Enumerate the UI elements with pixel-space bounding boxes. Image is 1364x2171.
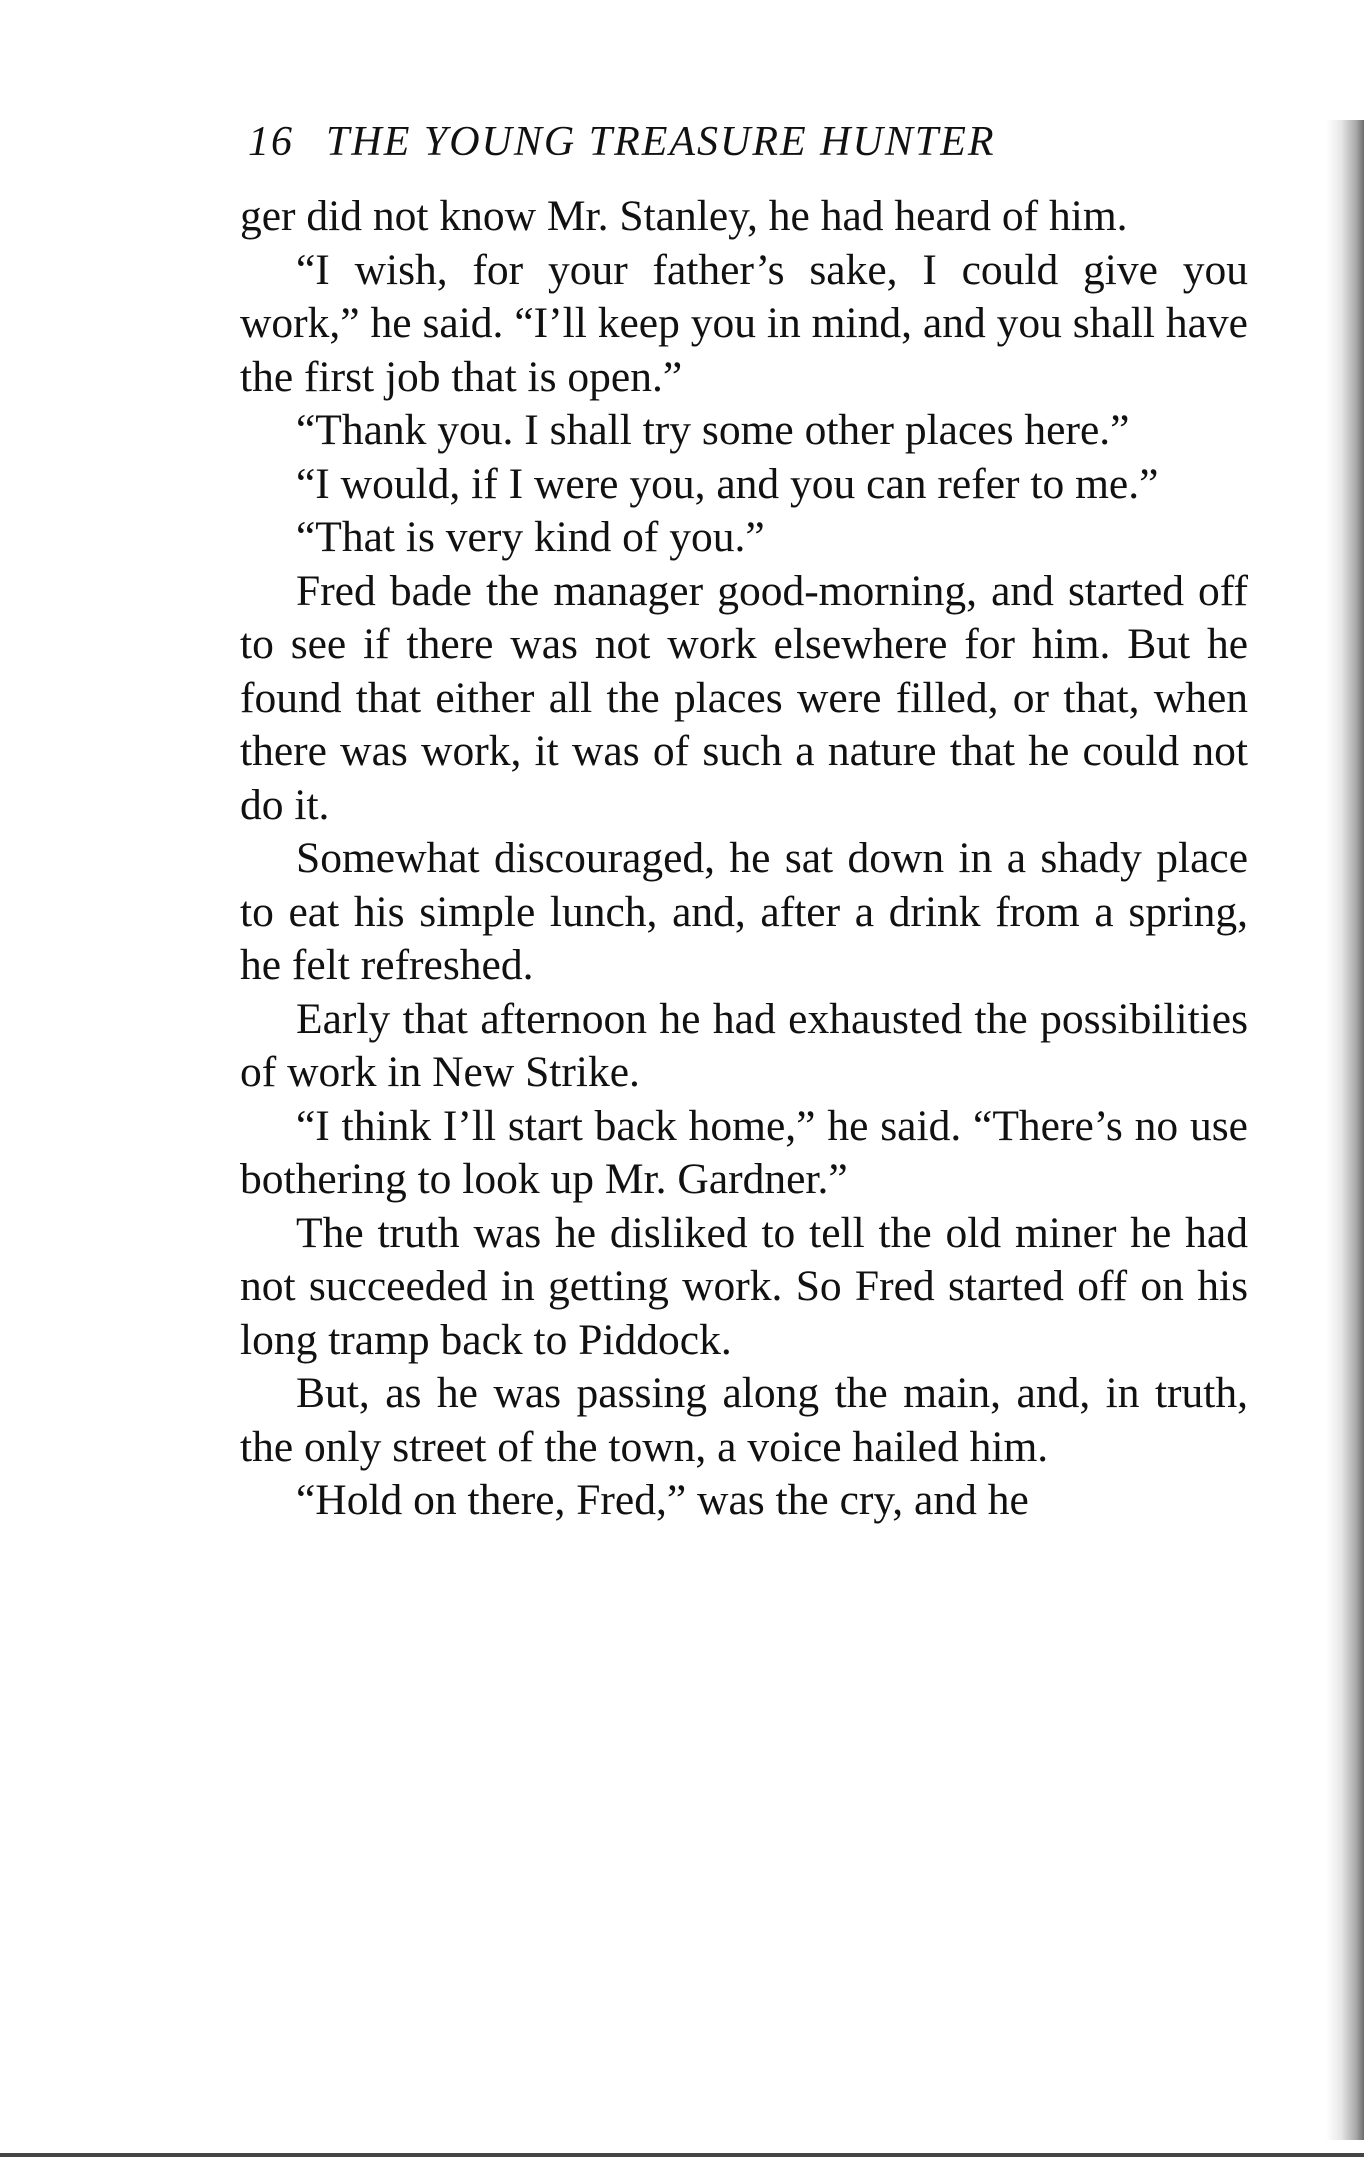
paragraph: “I would, if I were you, and you can refer to me.” [296, 459, 1159, 508]
paragraph: The truth was he disliked to tell the old miner he had not succeeded in getting work. So Fred started off on his long tramp back to Piddock. [240, 1208, 1248, 1364]
running-head [248, 112, 1148, 172]
page-gutter-shadow [1326, 120, 1364, 2140]
paragraph: Early that afternoon he had exhausted the possibilities of work in New Strike. [240, 994, 1248, 1096]
paragraph: “I think I’ll start back home,” he said. “There’s no use bothering to look up Mr. Gardner.” [240, 1101, 1248, 1203]
body-text [240, 190, 1248, 1528]
page-bottom-edge [0, 2153, 1364, 2157]
paragraph: ger did not know Mr. Stanley, he had heard of him. [240, 192, 1128, 240]
paragraph: “I wish, for your father’s sake, I could give you work,” he said. “I’ll keep you in mind, and you shall have the first job that is open.” [240, 245, 1248, 401]
paragraph: “Hold on there, Fred,” was the cry, and he [296, 1476, 1029, 1524]
paragraph: But, as he was passing along the main, and, in truth, the only street of the town, a voice hailed him. [240, 1369, 1248, 1471]
paragraph: Somewhat discouraged, he sat down in a shady place to eat his simple lunch, and, after a drink from a spring, he felt refreshed. [240, 834, 1248, 989]
paragraph: Fred bade the manager good-morning, and started off to see if there was not work elsewhere for him. But he found that either all the places were filled, or that, when there was work, it was of such a nature that he could not do it. [240, 566, 1248, 829]
running-title: THE YOUNG TREASURE HUNTER [326, 119, 996, 165]
paragraph: “That is very kind of you.” [296, 513, 765, 561]
page-number: 16 [248, 119, 294, 165]
paragraph: “Thank you. I shall try some other places here.” [296, 406, 1130, 454]
